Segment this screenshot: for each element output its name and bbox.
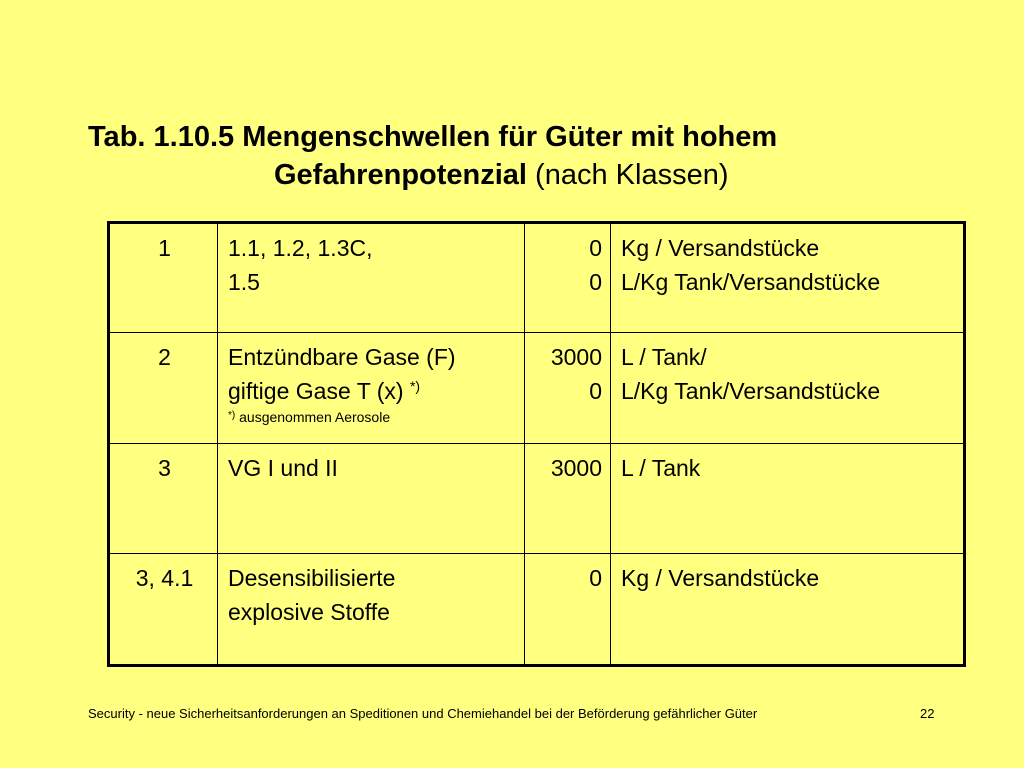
footnote-marker: *) bbox=[409, 378, 421, 394]
description-line: 1.5 bbox=[228, 269, 260, 295]
quantity-line: 3000 bbox=[550, 344, 602, 370]
description-cell bbox=[218, 333, 525, 444]
unit-line: Kg / Versandstücke bbox=[621, 565, 820, 591]
description-text: giftige Gase T (x) bbox=[228, 378, 410, 404]
title-line-2-normal: (nach Klassen) bbox=[527, 159, 729, 191]
slide-footer: Security - neue Sicherheitsanforderungen an Speditionen und Chemiehandel bei der Beförderung gefährlicher Güter bbox=[88, 706, 758, 721]
unit-line: L/Kg Tank/Versandstücke bbox=[621, 378, 881, 404]
class-cell: 3, 4.1 bbox=[109, 554, 218, 666]
slide-title bbox=[88, 118, 968, 194]
description-cell bbox=[218, 223, 525, 333]
footnote-text: ausgenommen Aerosole bbox=[235, 409, 391, 425]
title-line-1-text: Tab. 1.10.5 Mengenschwellen für Güter mit hohem bbox=[88, 121, 778, 153]
title-line-2-bold: Gefahrenpotenzial bbox=[274, 159, 527, 191]
description-line: 1.1, 1.2, 1.3C, bbox=[228, 235, 373, 261]
unit-cell bbox=[611, 554, 965, 666]
description-line: Entzündbare Gase (F) bbox=[228, 344, 456, 370]
class-cell: 2 bbox=[109, 333, 218, 444]
description-cell bbox=[218, 444, 525, 554]
class-cell: 1 bbox=[109, 223, 218, 333]
quantity-cell bbox=[525, 444, 611, 554]
title-line-2 bbox=[88, 156, 968, 194]
table-row bbox=[109, 444, 965, 554]
unit-line: L / Tank bbox=[621, 455, 701, 481]
description-line: Desensibilisierte bbox=[228, 565, 396, 591]
table-row bbox=[109, 223, 965, 333]
unit-line: L / Tank/ bbox=[621, 344, 707, 370]
description-line: VG I und II bbox=[228, 455, 338, 481]
footnote-marker: *) bbox=[228, 410, 236, 421]
description-line bbox=[228, 374, 516, 408]
table-row bbox=[109, 554, 965, 666]
quantity-line: 0 bbox=[589, 378, 602, 404]
quantity-line: 3000 bbox=[550, 455, 602, 481]
unit-line: L/Kg Tank/Versandstücke bbox=[621, 269, 881, 295]
unit-cell bbox=[611, 223, 965, 333]
table-row bbox=[109, 333, 965, 444]
quantity-line: 0 bbox=[589, 235, 602, 261]
quantity-line: 0 bbox=[589, 269, 602, 295]
unit-line: Kg / Versandstücke bbox=[621, 235, 820, 261]
unit-cell bbox=[611, 333, 965, 444]
page-number: 22 bbox=[920, 706, 935, 721]
unit-cell bbox=[611, 444, 965, 554]
title-line-1 bbox=[88, 118, 968, 156]
threshold-table bbox=[107, 221, 966, 667]
description-line: explosive Stoffe bbox=[228, 599, 390, 625]
quantity-cell bbox=[525, 554, 611, 666]
class-cell: 3 bbox=[109, 444, 218, 554]
quantity-cell bbox=[525, 333, 611, 444]
quantity-line: 0 bbox=[589, 565, 602, 591]
description-cell bbox=[218, 554, 525, 666]
quantity-cell bbox=[525, 223, 611, 333]
footnote bbox=[228, 408, 516, 426]
